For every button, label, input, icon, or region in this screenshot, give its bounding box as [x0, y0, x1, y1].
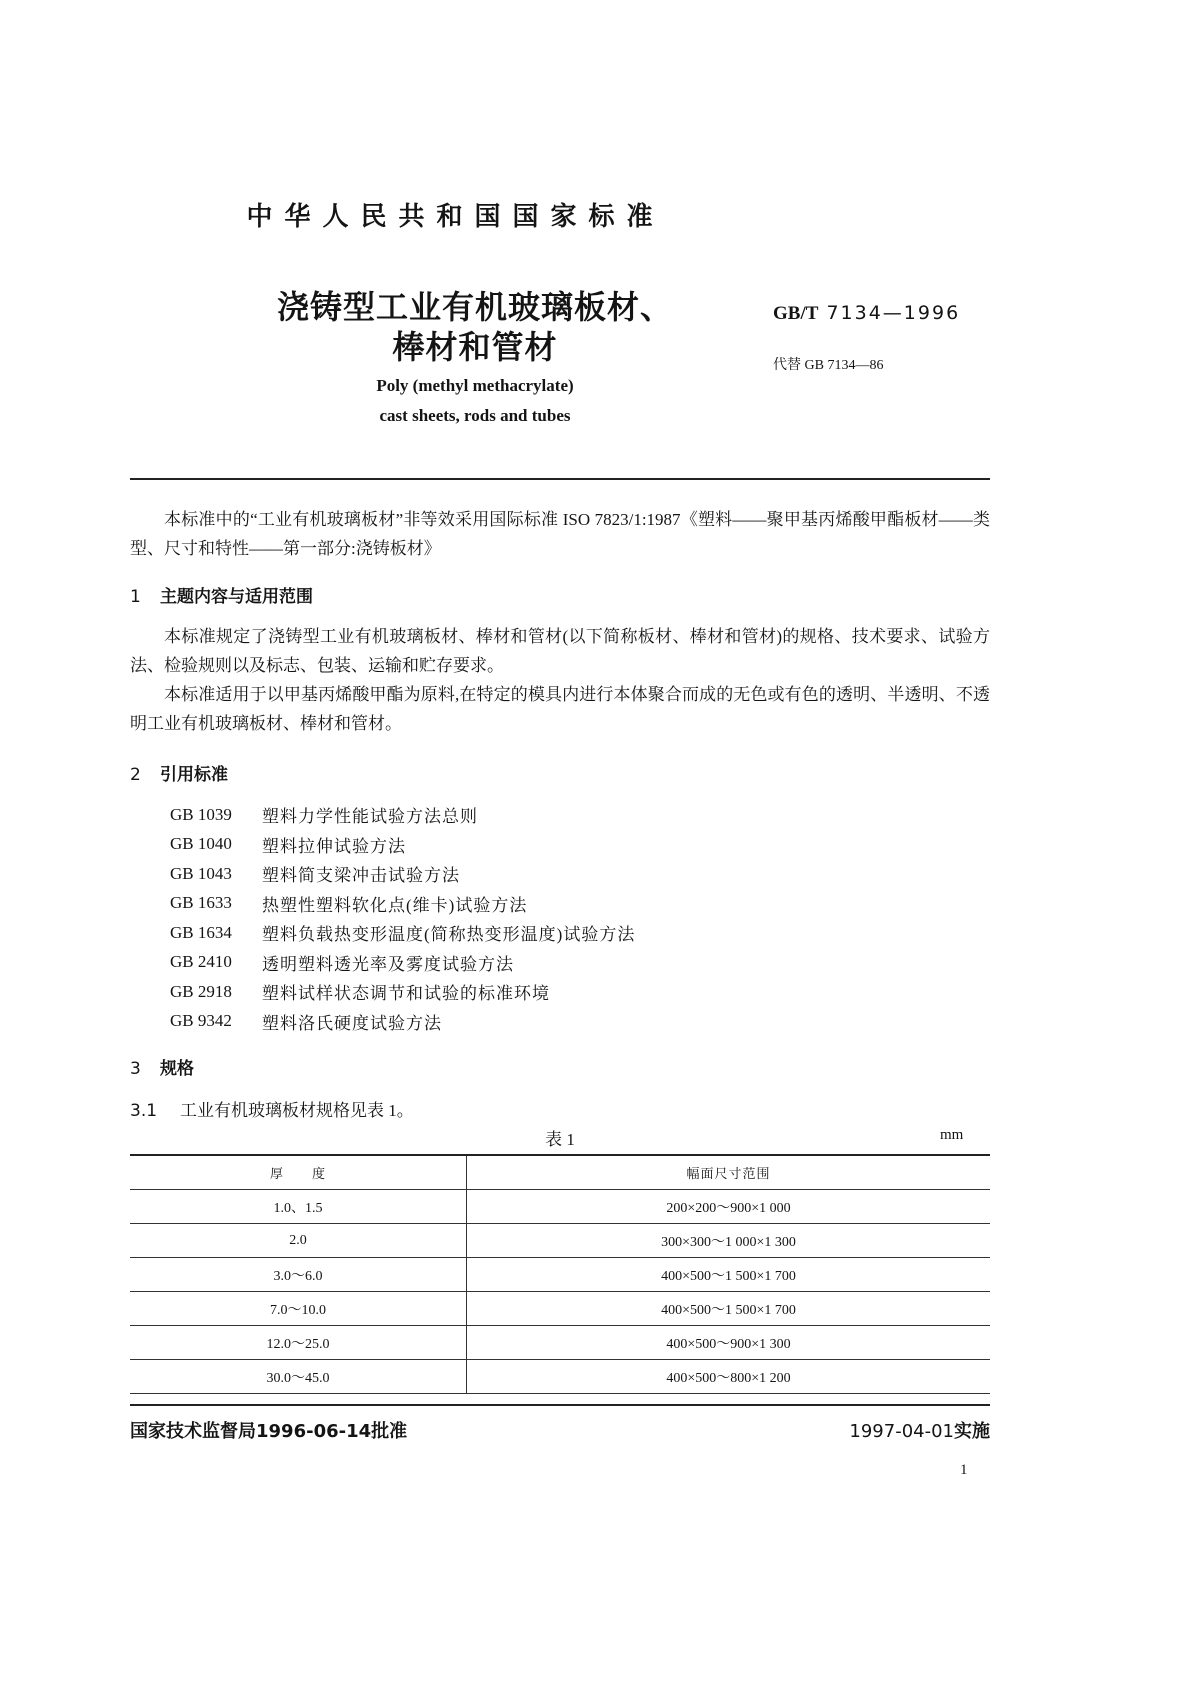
- document-title-en-line-1: Poly (methyl methacrylate): [376, 376, 574, 395]
- section-2-heading: [130, 760, 228, 785]
- reference-code: GB 1040: [170, 834, 232, 854]
- reference-item: [170, 948, 635, 978]
- size-range-cell: 300×300～1 000×1 300: [467, 1224, 991, 1258]
- effective-date: 1997-04-01: [849, 1421, 954, 1442]
- replaces-standard: 代替 GB 7134—86: [773, 358, 884, 373]
- section-title: 引用标准: [160, 765, 228, 785]
- section-1-heading: [130, 582, 313, 607]
- section-number: 1: [130, 587, 141, 607]
- footer-divider: [130, 1404, 990, 1406]
- reference-item: [170, 800, 635, 830]
- column-header-size-range: 幅面尺寸范围: [467, 1155, 991, 1190]
- reference-title: 透明塑料透光率及雾度试验方法: [262, 954, 514, 974]
- table-row: [130, 1326, 990, 1360]
- page-number: 1: [960, 1462, 968, 1478]
- section-1-paragraph-2: 本标准适用于以甲基丙烯酸甲酯为原料,在特定的模具内进行本体聚合而成的无色或有色的透明、半透明、不透明工业有机玻璃板材、棒材和管材。: [130, 685, 990, 733]
- intro-paragraph: 本标准中的“工业有机玻璃板材”非等效采用国际标准 ISO 7823/1:1987《塑料——聚甲基丙烯酸甲酯板材——类型、尺寸和特性——第一部分:浇铸板材》: [130, 510, 990, 558]
- document-title-cn-line-2: 棒材和管材: [392, 328, 558, 366]
- section-1-paragraph-1: 本标准规定了浇铸型工业有机玻璃板材、棒材和管材(以下简称板材、棒材和管材)的规格、技术要求、试验方法、检验规则以及标志、包装、运输和贮存要求。: [130, 627, 990, 675]
- reference-item: [170, 830, 635, 860]
- effective-label: 实施: [954, 1421, 990, 1442]
- subsection-text: 工业有机玻璃板材规格见表 1。: [180, 1101, 414, 1120]
- reference-title: 塑料试样状态调节和试验的标准环境: [262, 984, 550, 1004]
- standard-number: [773, 302, 960, 325]
- table-unit: mm: [940, 1127, 964, 1143]
- table-row: [130, 1190, 990, 1224]
- reference-item: [170, 977, 635, 1007]
- table-row: [130, 1258, 990, 1292]
- thickness-cell: 30.0～45.0: [130, 1360, 467, 1394]
- normative-references-list: [170, 800, 635, 1036]
- section-title: 主题内容与适用范围: [160, 587, 313, 607]
- subsection-3-1: [130, 1096, 414, 1121]
- reference-item: [170, 918, 635, 948]
- reference-title: 塑料洛氏硬度试验方法: [262, 1013, 442, 1033]
- reference-item: [170, 859, 635, 889]
- size-range-cell: 400×500～900×1 300: [467, 1326, 991, 1360]
- header-divider: [130, 478, 990, 480]
- document-title-cn-line-1: 浇铸型工业有机玻璃板材、: [276, 288, 673, 326]
- size-range-cell: 200×200～900×1 000: [467, 1190, 991, 1224]
- reference-code: GB 2410: [170, 952, 232, 972]
- reference-title: 塑料拉伸试验方法: [262, 836, 406, 856]
- reference-code: GB 9342: [170, 1011, 232, 1031]
- size-range-cell: 400×500～800×1 200: [467, 1360, 991, 1394]
- reference-title: 塑料简支梁冲击试验方法: [262, 866, 460, 886]
- column-header-thickness: 厚 度: [130, 1155, 467, 1190]
- table-row: [130, 1224, 990, 1258]
- thickness-cell: 3.0～6.0: [130, 1258, 467, 1292]
- reference-code: GB 2918: [170, 981, 232, 1001]
- section-title: 规格: [160, 1059, 194, 1079]
- effective-date-statement: [0, 1417, 990, 1443]
- approval-statement: 国家技术监督局1996-06-14批准: [130, 1421, 408, 1442]
- size-range-cell: 400×500～1 500×1 700: [467, 1292, 991, 1326]
- thickness-cell: 12.0～25.0: [130, 1326, 467, 1360]
- size-range-cell: 400×500～1 500×1 700: [467, 1258, 991, 1292]
- section-number: 3: [130, 1059, 141, 1079]
- standard-code: 7134—1996: [826, 302, 961, 324]
- reference-code: GB 1633: [170, 893, 232, 913]
- section-3-heading: [130, 1054, 194, 1079]
- reference-code: GB 1043: [170, 863, 232, 883]
- table-caption: 表 1: [545, 1130, 575, 1149]
- reference-code: GB 1634: [170, 922, 232, 942]
- table-row: [130, 1360, 990, 1394]
- document-title-en-line-2: cast sheets, rods and tubes: [379, 406, 571, 425]
- thickness-cell: 7.0～10.0: [130, 1292, 467, 1326]
- thickness-cell: 1.0、1.5: [130, 1190, 467, 1224]
- reference-title: 塑料力学性能试验方法总则: [262, 807, 478, 827]
- national-standard-header: 中华人民共和国国家标准: [246, 202, 665, 232]
- reference-item: [170, 889, 635, 919]
- table-row: [130, 1292, 990, 1326]
- standard-prefix: GB/T: [773, 303, 819, 324]
- table-header-row: [130, 1155, 990, 1190]
- section-number: 2: [130, 765, 141, 785]
- reference-item: [170, 1007, 635, 1037]
- reference-title: 塑料负载热变形温度(简称热变形温度)试验方法: [262, 925, 636, 945]
- reference-title: 热塑性塑料软化点(维卡)试验方法: [262, 895, 528, 915]
- subsection-number: 3.1: [130, 1101, 158, 1121]
- reference-code: GB 1039: [170, 804, 232, 824]
- sheet-specification-table: [130, 1154, 990, 1394]
- thickness-cell: 2.0: [130, 1224, 467, 1258]
